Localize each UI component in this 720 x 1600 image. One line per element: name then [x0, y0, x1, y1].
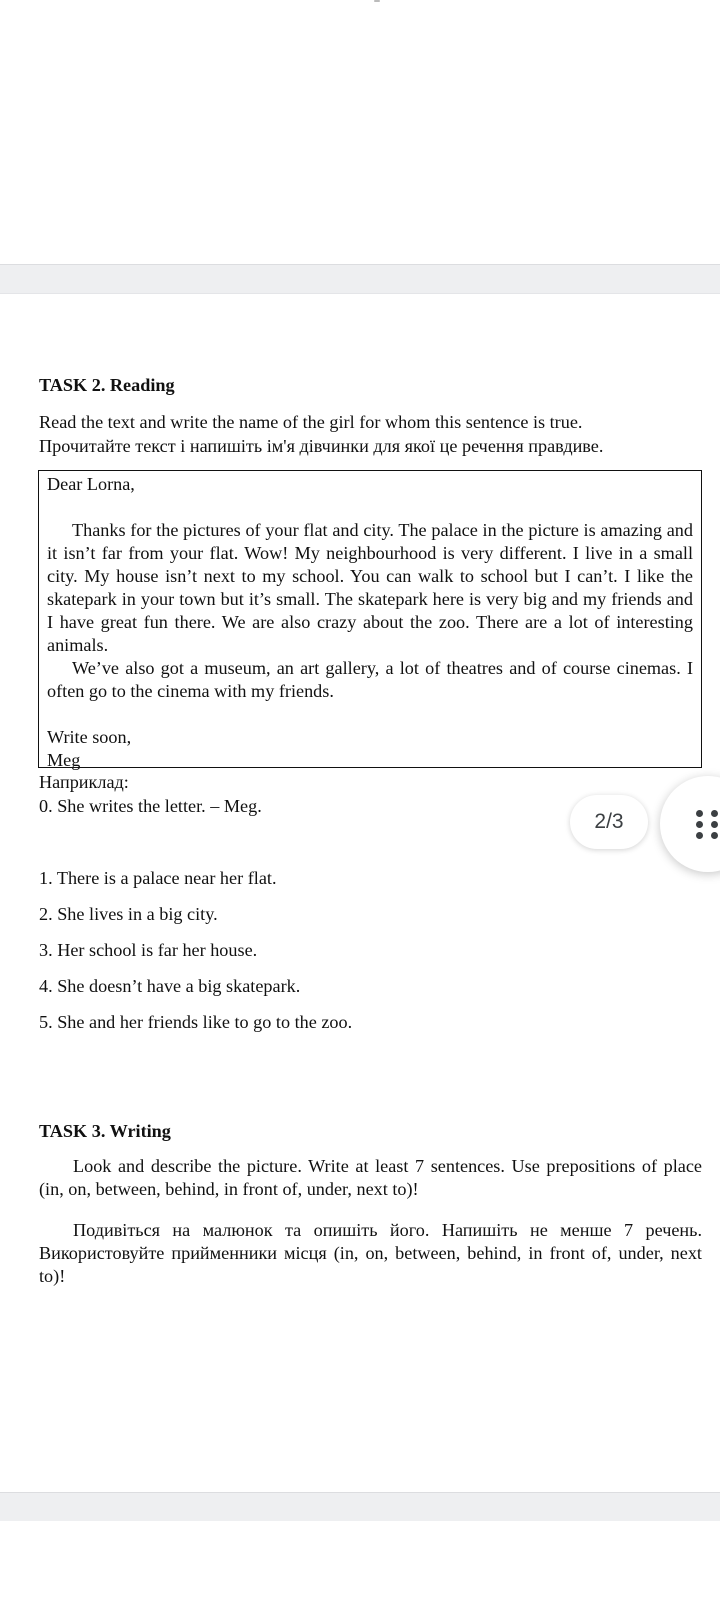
question-item: 5. She and her friends like to go to the zoo. [39, 1012, 353, 1032]
question-item: 3. Her school is far her house. [39, 940, 258, 960]
grid-dots-icon [696, 810, 720, 840]
question-item: 2. She lives in a big city. [39, 904, 218, 924]
task2-title: TASK 2. Reading [39, 375, 175, 395]
document-page-previous [0, 0, 720, 263]
task2-instruction-ua: Прочитайте текст і напишіть ім'я дівчинки для якої це речення правдиве. [39, 436, 604, 456]
task3-instruction-ua: Подивіться на малюнок та опишіть його. Напишіть не менше 7 речень. Використовуйте прийменники місця (in, on, between, behind, in front of, under, next to)! [39, 1220, 702, 1286]
letter-paragraph-1: Thanks for the pictures of your flat and city. The palace in the picture is amazing and it isn’t far from your flat. Wow! My neighbourhood is very different. I live in a small city. My house isn’t next to my school. You can walk to school but I can’t. I like the skatepark in your town but it’s small. The skatepark here is very big and my friends and I have great fun there. We are also crazy about the zoo. There are a lot of interesting animals. [47, 520, 693, 655]
example-sentence: 0. She writes the letter. – Meg. [39, 796, 262, 816]
letter-greeting: Dear Lorna, [47, 474, 135, 494]
page-indicator: 2/3 [570, 795, 648, 849]
document-page-next [0, 1521, 720, 1600]
page-separator [0, 1492, 720, 1522]
task3-instruction-en: Look and describe the picture. Write at least 7 sentences. Use prepositions of place (in, on, between, behind, in front of, under, next to)! [39, 1156, 702, 1199]
task2-instruction-en: Read the text and write the name of the girl for whom this sentence is true. [39, 412, 583, 432]
task3-title: TASK 3. Writing [39, 1121, 171, 1141]
letter-signature: Meg [47, 750, 81, 770]
question-item: 4. She doesn’t have a big skatepark. [39, 976, 301, 996]
question-item: 1. There is a palace near her flat. [39, 868, 277, 888]
letter-paragraph-2: We’ve also got a museum, an art gallery, a lot of theatres and of course cinemas. I often go to the cinema with my friends. [47, 658, 693, 701]
page-separator [0, 264, 720, 294]
example-label: Наприклад: [39, 772, 129, 792]
letter-box [38, 470, 702, 768]
letter-closing: Write soon, [47, 727, 132, 747]
page-edge-mark [374, 0, 380, 2]
menu-button[interactable] [660, 776, 720, 872]
